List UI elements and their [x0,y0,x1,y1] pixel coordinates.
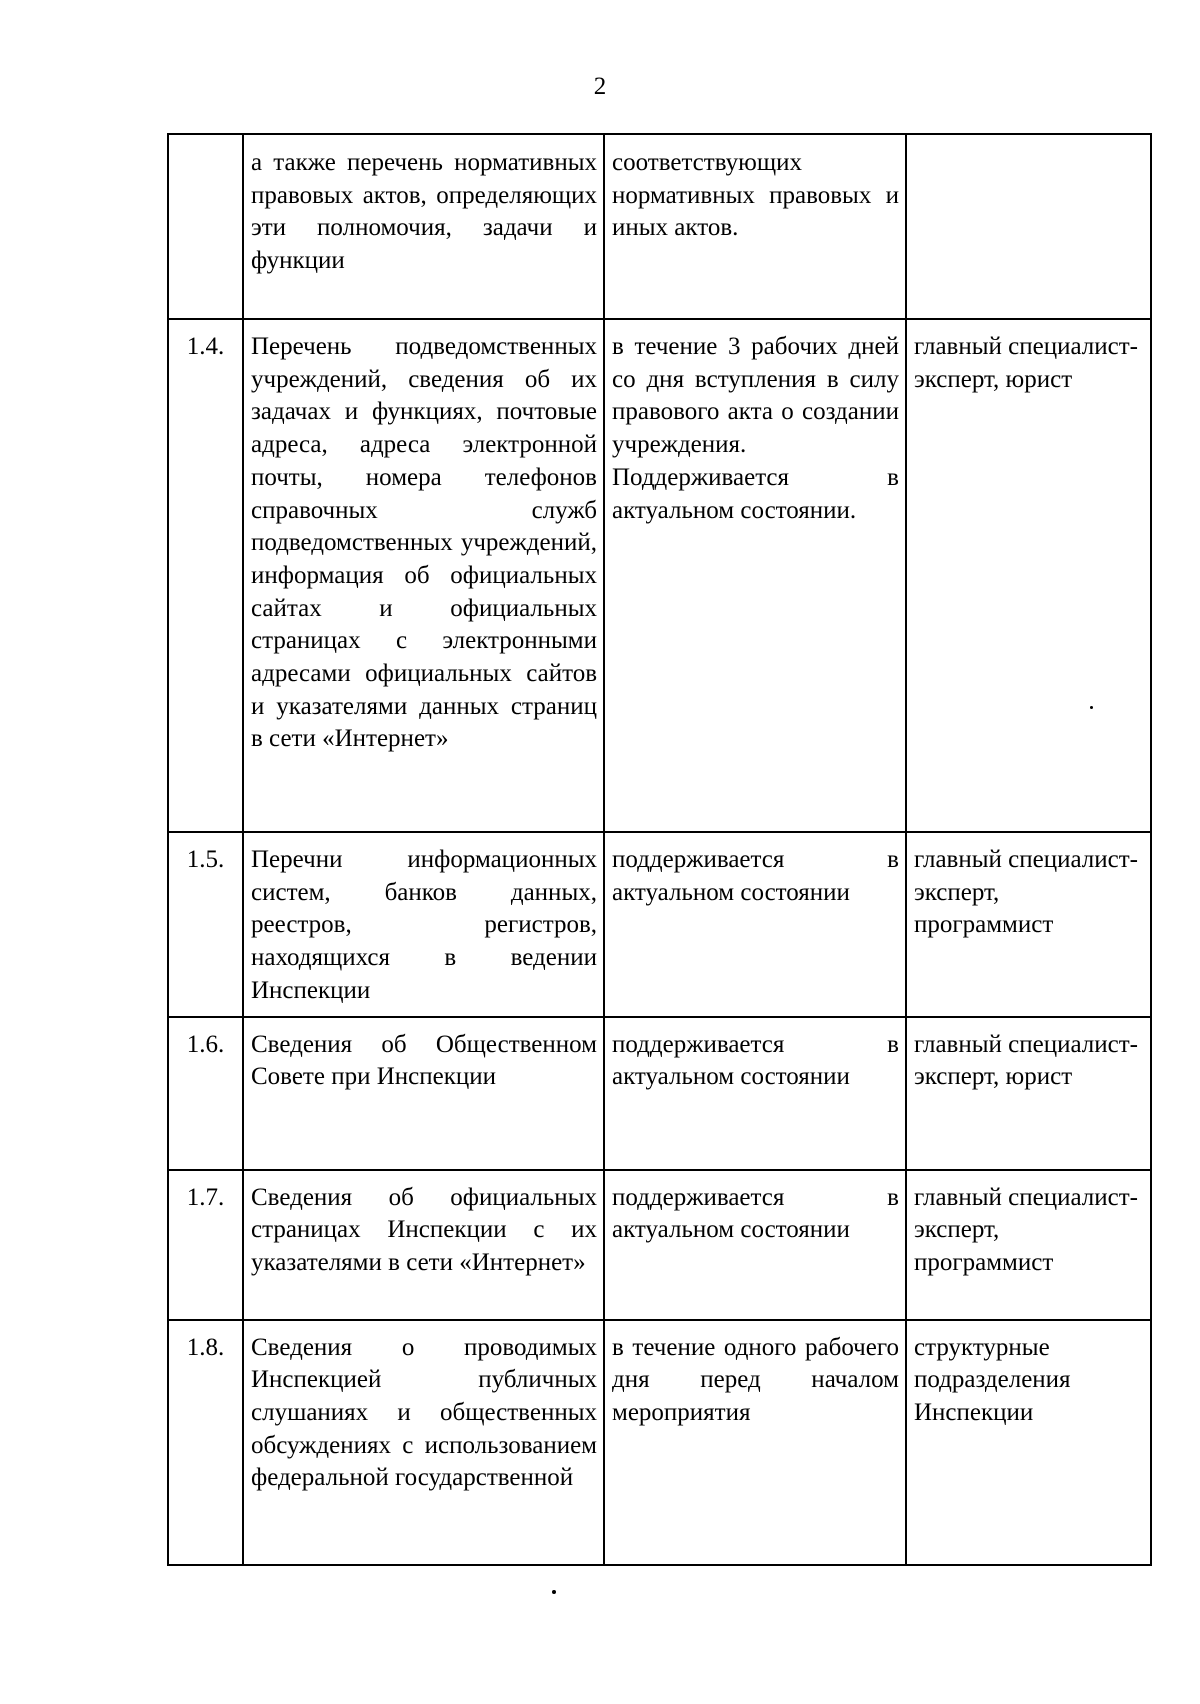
timing-cell: поддерживается в актуальном состоянии [604,1170,906,1320]
timing-cell: поддерживается в актуальном состоянии [604,1017,906,1170]
responsible-cell: главный специалист-эксперт, юрист [906,319,1151,832]
info-cell: а также перечень нормативных правовых актов, определяющих эти полномочия, задачи и функции [243,134,604,319]
table-row [168,319,1151,832]
table-row [168,1170,1151,1320]
responsible-cell: главный специалист-эксперт, программист [906,832,1151,1017]
row-number: 1.8. [168,1320,243,1565]
info-cell: Сведения об Общественном Совете при Инспекции [243,1017,604,1170]
information-table [167,133,1152,1566]
scan-speck [1090,706,1093,709]
responsible-cell: главный специалист-эксперт, программист [906,1170,1151,1320]
row-number: 1.5. [168,832,243,1017]
info-cell: Перечни информационных систем, банков данных, реестров, регистров, находящихся в ведении Инспекции [243,832,604,1017]
timing-cell: поддерживается в актуальном состоянии [604,832,906,1017]
table-row [168,1320,1151,1565]
row-number: 1.7. [168,1170,243,1320]
row-number [168,134,243,319]
info-cell: Сведения о проводимых Инспекцией публичных слушаниях и общественных обсуждениях с использованием федеральной государственной [243,1320,604,1565]
responsible-cell [906,134,1151,319]
table-row [168,1017,1151,1170]
timing-cell: в течение 3 рабочих дней со дня вступления в силу правового акта о создании учреждения. Поддерживается в актуальном состоянии. [604,319,906,832]
table-row [168,134,1151,319]
table-row [168,832,1151,1017]
info-cell: Сведения об официальных страницах Инспекции с их указателями в сети «Интернет» [243,1170,604,1320]
timing-cell: соответствующих нормативных правовых и иных актов. [604,134,906,319]
timing-cell: в течение одного рабочего дня перед началом мероприятия [604,1320,906,1565]
row-number: 1.4. [168,319,243,832]
info-cell: Перечень подведомственных учреждений, сведения об их задачах и функциях, почтовые адреса, адреса электронной почты, номера телефонов справочных служб подведомственных учреждений, информация об официальных сайтах и официальных страницах с электронными адресами официальных сайтов и указателями данных страниц в сети «Интернет» [243,319,604,832]
row-number: 1.6. [168,1017,243,1170]
responsible-cell: главный специалист-эксперт, юрист [906,1017,1151,1170]
responsible-cell: структурные подразделения Инспекции [906,1320,1151,1565]
scan-speck [552,1590,556,1594]
page-number: 2 [593,73,607,100]
